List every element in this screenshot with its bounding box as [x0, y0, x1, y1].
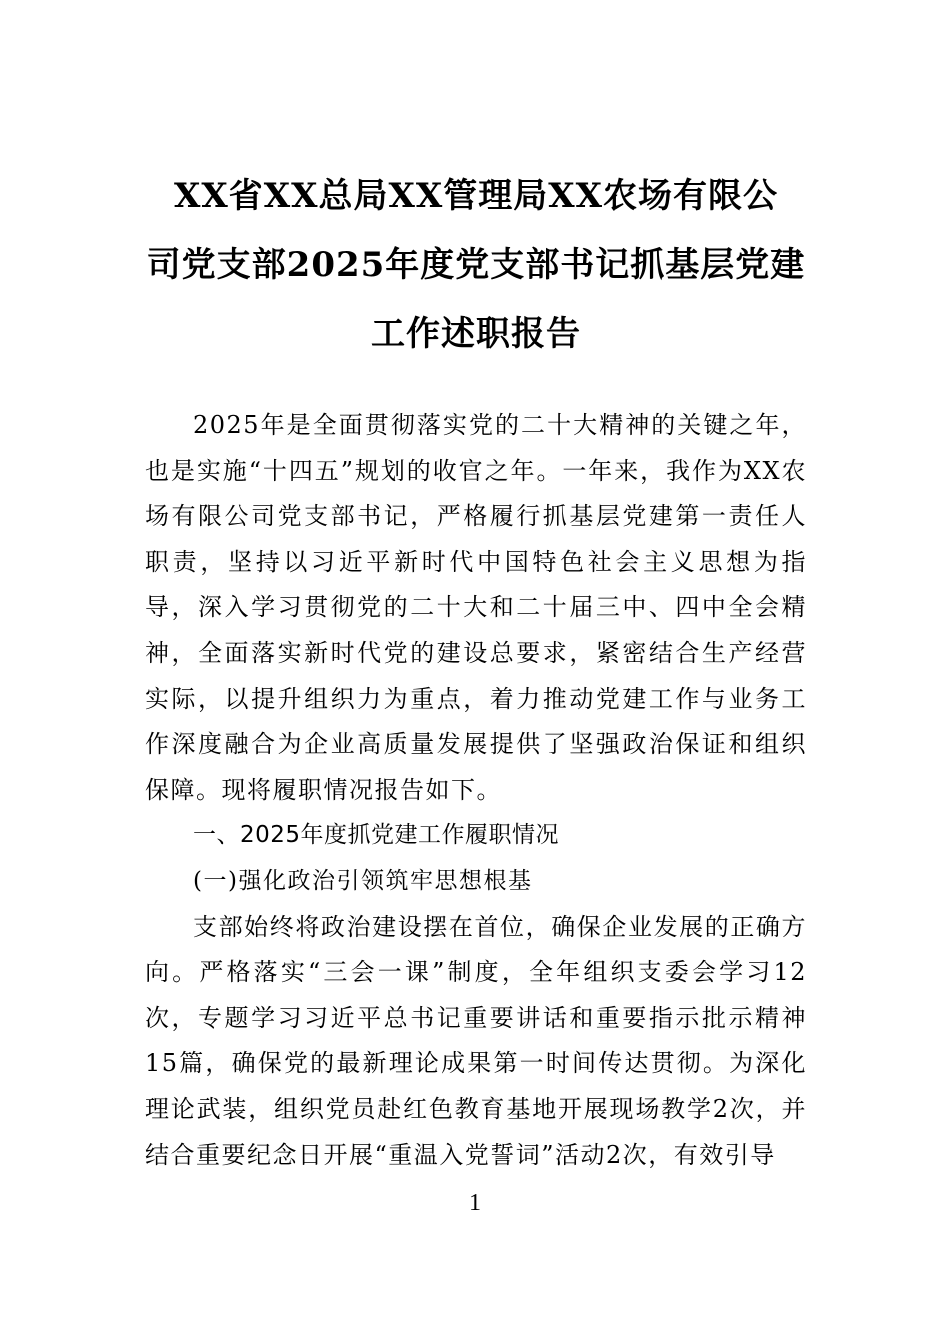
title-line-2: 司党支部2025年度党支部书记抓基层党建 [146, 245, 806, 285]
title-line-1: XX省XX总局XX管理局XX农场有限公 [173, 176, 779, 216]
subsection-heading: (一)强化政治引领筑牢思想根基 [193, 867, 533, 894]
page-number: 1 [469, 1190, 481, 1216]
intro-paragraph: 2025年是全面贯彻落实党的二十大精神的关键之年，也是实施“十四五”规划的收官之年。一年来，我作为XX农场有限公司党支部书记，严格履行抓基层党建第一责任人职责，坚持以习近平新时代中国特色社会主义思想为指导，深入学习贯彻党的二十大和二十届三中、四中全会精神，全面落实新时代党的建设总要求，紧密结合生产经营实际，以提升组织力为重点，着力推动党建工作与业务工作深度融合为企业高质量发展提供了坚强政治保证和组织保障。现将履职情况报告如下。 [145, 411, 807, 804]
document-title [145, 162, 807, 369]
document-body [145, 403, 807, 1178]
section-heading: 一、2025年度抓党建工作履职情况 [193, 822, 560, 849]
section-paragraph: 支部始终将政治建设摆在首位，确保企业发展的正确方向。严格落实“三会一课”制度，全年组织支委会学习12次，专题学习习近平总书记重要讲话和重要指示批示精神15篇，确保党的最新理论成果第一时间传达贯彻。为深化理论武装，组织党员赴红色教育基地开展现场教学2次，并结合重要纪念日开展“重温入党誓词”活动2次，有效引导 [145, 912, 807, 1169]
title-line-3: 工作述职报告 [371, 314, 581, 354]
